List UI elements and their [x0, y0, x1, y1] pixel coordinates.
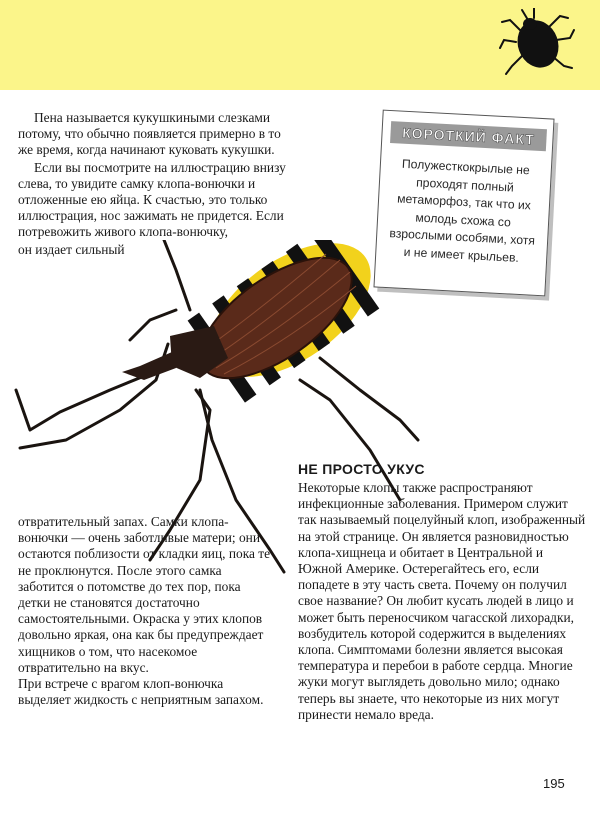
bottom-paragraph-1: отвратительный запах. Самки клопа-вонючки — очень заботливые матери; они остаются поблизости от кладки яиц, пока те не проклюнутся. После этого самка заботится о потомстве до тех пор, пока детки не становятся достаточно самостоятельными. Окраска у этих клопов довольно яркая, она как бы предупреждает хищников о том, что насекомое отвратительно на вкус. — [18, 514, 271, 675]
bug-leg — [130, 310, 176, 340]
short-fact-title: КОРОТКИЙ ФАКТ — [390, 121, 547, 151]
section-heading: НЕ ПРОСТО УКУС — [298, 461, 425, 477]
intro-paragraph-2: Если вы посмотрите на иллюстрацию внизу слева, то увидите самку клопа-вонючки и отложенные ею яйца. К счастью, это только иллюстрация, нос зажимать не придется. Если потревожить живого клопа-вонючку, — [18, 159, 286, 240]
bug-head — [122, 352, 176, 380]
bug-leg — [320, 358, 418, 440]
beetle-icon — [498, 8, 576, 78]
bottom-paragraphs — [18, 514, 276, 708]
intro-paragraphs — [18, 110, 290, 258]
section-body-block — [298, 480, 588, 723]
short-fact-body: Полужесткокрылые не проходят полный метаморфоз, так что их молодь схожа со взрослыми особями, хотя и не имеет крыльев. — [389, 156, 536, 265]
intro-paragraph-1: Пена называется кукушкиными слезками потому, что обычно появляется примерно в то же время, когда начинают куковать кукушки. — [18, 110, 281, 158]
section-body: Некоторые клопы также распространяют инфекционные заболевания. Примером служит так называемый поцелуйный клоп, изображенный на этой странице. Он является разновидностью клопа-хищнеца и обитает в Центральной и Южной Америке. Остерегайтесь его, если попадете в эту часть света. Почему он получил свое название? Он любит кусать людей в лицо и может быть переносчиком чагасской лихорадки, возбудитель которой содержится в выделениях клопа. Симптомами болезни является высокая температура и перебои в работе сердца. Многие жуки могут выглядеть довольно мило; однако теперь вы знаете, что некоторые из них могут принести немало вреда. — [298, 480, 586, 722]
page-number: 195 — [543, 776, 565, 791]
intro-paragraph-2-end: он издает сильный — [18, 241, 125, 257]
bottom-paragraph-2: При встрече с врагом клоп-вонючка выделяет жидкость с неприятным запахом. — [18, 676, 264, 708]
bug-leg — [164, 240, 190, 310]
bug-antenna — [16, 372, 154, 430]
